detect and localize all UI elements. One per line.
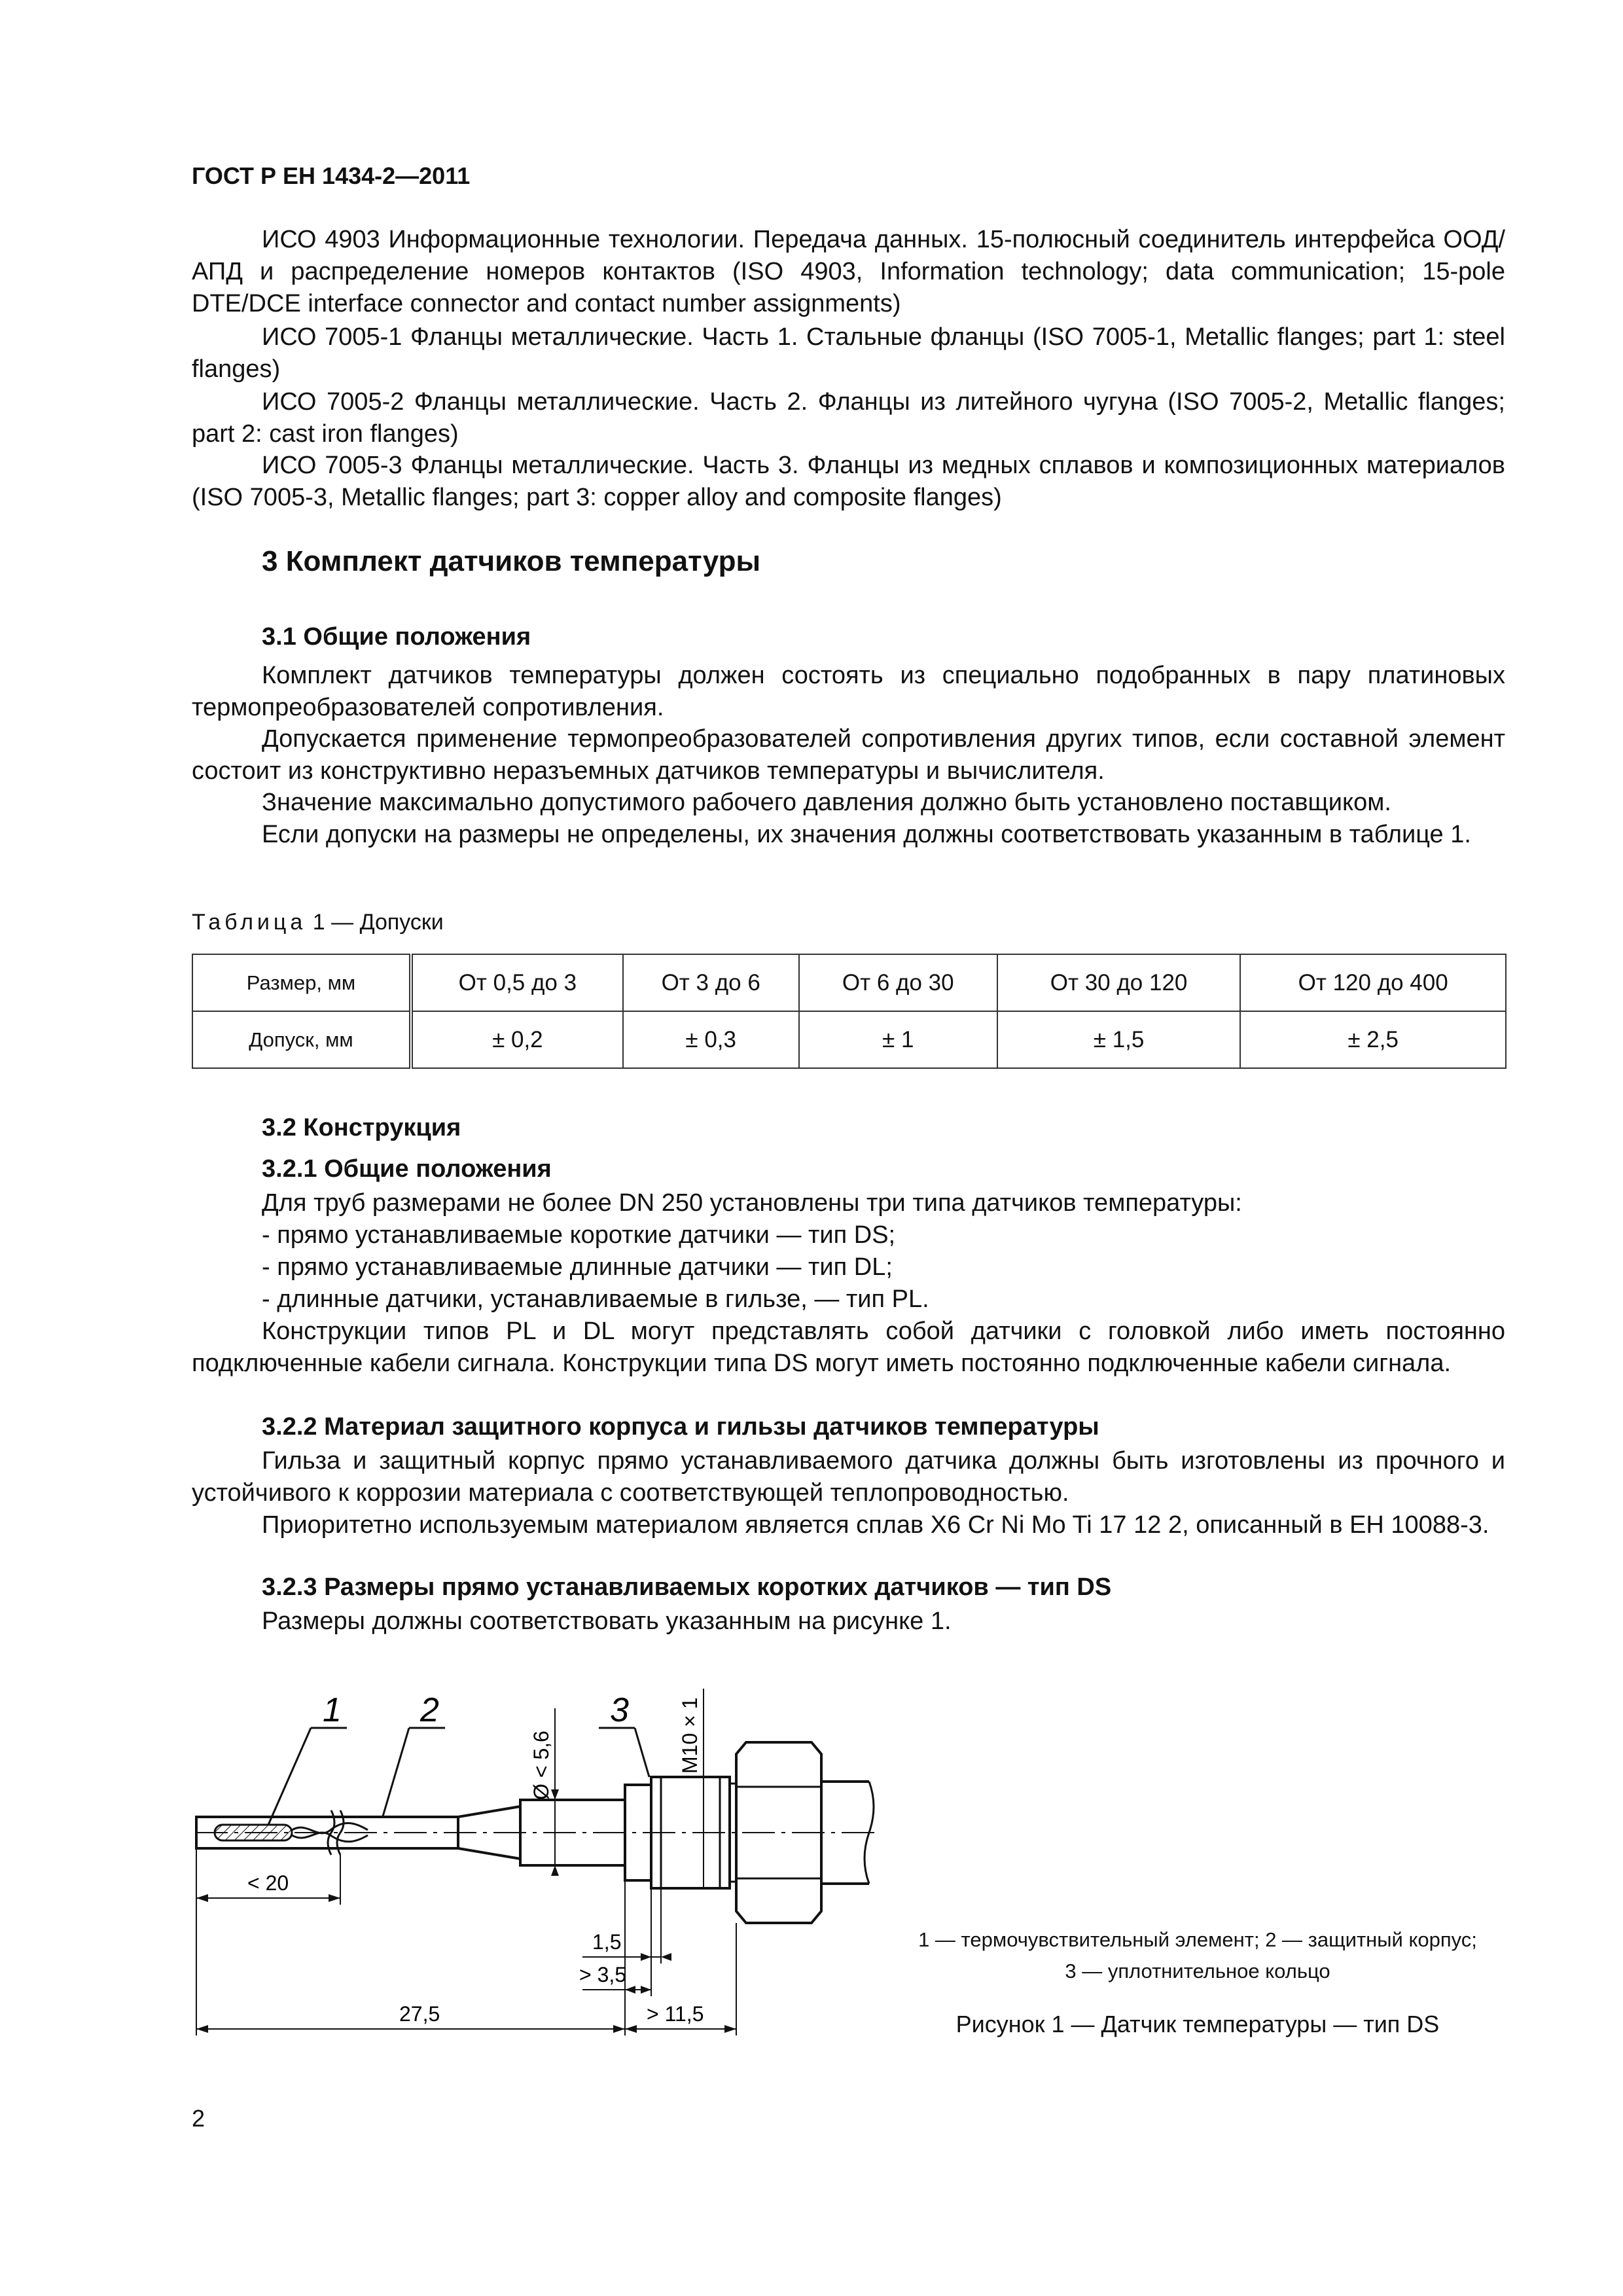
table-row-header: Размер, мм — [192, 954, 411, 1011]
paragraph: Комплект датчиков температуры должен состоять из специально подобранных в пару платиновых термопреобразователей сопротивления. — [192, 662, 1505, 721]
table-cell: ± 1 — [799, 1011, 997, 1068]
sensing-element — [215, 1825, 292, 1840]
dim-more-11-5: > 11,5 — [647, 2002, 704, 2026]
dim-diameter: Ø < 5,6 — [529, 1731, 553, 1800]
callout-1: 1 — [323, 1691, 342, 1729]
section-3-2-title: 3.2 Конструкция — [262, 1114, 461, 1141]
table-caption-word: Таблица — [192, 910, 307, 935]
table-cell: От 120 до 400 — [1240, 954, 1506, 1011]
paragraph: Значение максимально допустимого рабочего давления должно быть установлено поставщиком. — [262, 789, 1391, 816]
reference-iso-4903: ИСО 4903 Информационные технологии. Передача данных. 15-полюсный соединитель интерфейса ООД/АПД и распределение номеров контактов (ISO 4903, Information technology; data communication; 15-pole DTE/DCE interface connector and contact number assignments) — [192, 226, 1505, 317]
sensor-drawing — [183, 1669, 890, 2062]
dim-27-5: 27,5 — [399, 2002, 440, 2026]
callout-3: 3 — [610, 1691, 629, 1729]
paragraph: Конструкции типов PL и DL могут представлять собой датчики с головкой либо иметь постоянно подключенные кабели сигнала. Конструкции типа DS могут иметь постоянно подключенные кабели сигнала. — [192, 1318, 1505, 1377]
paragraph: Размеры должны соответствовать указанным на рисунке 1. — [262, 1607, 952, 1635]
table-cell: ± 1,5 — [997, 1011, 1240, 1068]
section-3-title: 3 Комплект датчиков температуры — [262, 545, 761, 577]
table-caption — [192, 910, 444, 935]
section-3-2-3-title: 3.2.3 Размеры прямо устанавливаемых коротких датчиков — тип DS — [262, 1573, 1112, 1601]
paragraph: Допускается применение термопреобразователей сопротивления других типов, если составной элемент состоит из конструктивно неразъемных датчиков температуры и вычислителя. — [192, 725, 1505, 785]
figure-legend — [890, 1924, 1505, 1987]
section-3-2-2-title: 3.2.2 Материал защитного корпуса и гильзы датчиков температуры — [262, 1413, 1099, 1441]
paragraph: Для труб размерами не более DN 250 установлены три типа датчиков температуры: — [262, 1189, 1242, 1217]
legend-line: 1 — термочувствительный элемент; 2 — защитный корпус; — [918, 1928, 1477, 1951]
dim-1-5: 1,5 — [592, 1930, 622, 1954]
table-caption-title: 1 — Допуски — [312, 910, 444, 935]
document-code: ГОСТ Р ЕН 1434-2—2011 — [192, 162, 471, 189]
callout-2: 2 — [420, 1691, 439, 1729]
table-cell: От 3 до 6 — [623, 954, 799, 1011]
table-row-header: Допуск, мм — [192, 1011, 411, 1068]
legend-line: 3 — уплотнительное кольцо — [1065, 1960, 1330, 1982]
list-item: - прямо устанавливаемые длинные датчики — тип DL; — [262, 1253, 893, 1281]
list-item: - прямо устанавливаемые короткие датчики — тип DS; — [262, 1221, 896, 1249]
section-3-1-title: 3.1 Общие положения — [262, 623, 531, 651]
table-cell: От 30 до 120 — [997, 954, 1240, 1011]
leader-lines — [268, 1728, 649, 1825]
table-cell: От 0,5 до 3 — [411, 954, 623, 1011]
paragraph: Приоритетно используемым материалом является сплав X6 Cr Ni Mo Ti 17 12 2, описанный в ЕН 10088-3. — [262, 1511, 1489, 1539]
section-3-2-1-title: 3.2.1 Общие положения — [262, 1155, 552, 1183]
table-row — [192, 1011, 1506, 1068]
reference-iso-7005-1: ИСО 7005-1 Фланцы металлические. Часть 1. Стальные фланцы (ISO 7005-1, Metallic flanges; part 1: steel flanges) — [192, 323, 1505, 383]
dim-more-3-5: > 3,5 — [579, 1963, 627, 1986]
table-cell: ± 2,5 — [1240, 1011, 1506, 1068]
paragraph: Гильза и защитный корпус прямо устанавливаемого датчика должны быть изготовлены из прочного и устойчивого к коррозии материала с соответствующей теплопроводностью. — [192, 1447, 1505, 1507]
table-cell: ± 0,2 — [411, 1011, 623, 1068]
tolerance-table — [192, 954, 1507, 1069]
reference-iso-7005-2: ИСО 7005-2 Фланцы металлические. Часть 2. Фланцы из литейного чугуна (ISO 7005-2, Metallic flanges; part 2: cast iron flanges) — [192, 388, 1505, 448]
page-number: 2 — [192, 2105, 205, 2132]
list-item: - длинные датчики, устанавливаемые в гильзе, — тип PL. — [262, 1285, 929, 1313]
figure-caption: Рисунок 1 — Датчик температуры — тип DS — [955, 2011, 1440, 2037]
table-cell: ± 0,3 — [623, 1011, 799, 1068]
dim-thread: M10 × 1 — [678, 1697, 702, 1774]
paragraph: Если допуски на размеры не определены, их значения должны соответствовать указанным в таблице 1. — [262, 821, 1471, 848]
table-cell: От 6 до 30 — [799, 954, 997, 1011]
table-row — [192, 954, 1506, 1011]
dim-less-20: < 20 — [247, 1871, 289, 1895]
reference-iso-7005-3: ИСО 7005-3 Фланцы металлические. Часть 3. Фланцы из медных сплавов и композиционных материалов (ISO 7005-3, Metallic flanges; part 3: copper alloy and composite flanges) — [192, 452, 1505, 511]
